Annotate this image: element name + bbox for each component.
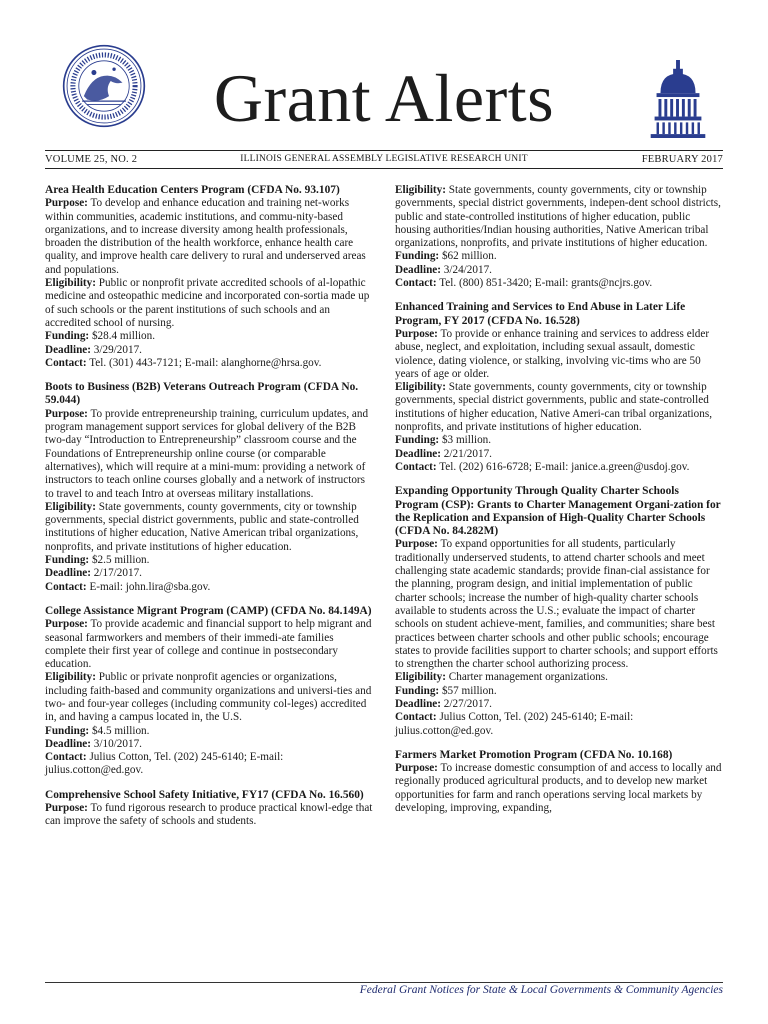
left-column — [45, 184, 375, 840]
funding-label: Funding: — [45, 330, 90, 343]
eligibility-label: Eligibility: — [45, 277, 96, 290]
grant-deadline — [45, 567, 375, 580]
funding-value: $4.5 million. — [91, 724, 150, 737]
purpose-value: To develop and enhance education and training net-works within communities, academic institutions, and commu-nity-based organizations, and to increase diversity among health professionals, broaden the distribution of the health workforce, enhance health care quality, and improve health care delivery to rural and underserved areas and populations. — [45, 197, 366, 276]
funding-value: $57 million. — [441, 684, 497, 697]
footer-rule — [45, 982, 723, 983]
grant-contact — [395, 461, 725, 474]
purpose-label: Purpose: — [395, 327, 438, 340]
deadline-label: Deadline: — [45, 343, 91, 356]
purpose-label: Purpose: — [45, 407, 88, 420]
grant-title: Enhanced Training and Services to End Abuse in Later Life Program, FY 2017 (CFDA No. 16.528) — [395, 301, 686, 327]
grant-eligibility — [395, 381, 725, 434]
eligibility-label: Eligibility: — [45, 671, 96, 684]
grant-deadline — [45, 344, 375, 357]
purpose-value: To provide entrepreneurship training, curriculum updates, and program management support services for global delivery of the B2B two-day “Introduction to Entrepreneurship” classroom course and the Foundations of Entrepreneurship online course (or comparable alternatives), which will require at a mini-mum: providing a network of instructors to teach online courses globally and a network of instructors to travel to and teach Intro at overseas military installations. — [45, 407, 369, 500]
purpose-value: To increase domestic consumption of and access to locally and regionally produced agricultural products, and to develop new market opportunities for farm and ranch operations serving local markets by developing, improving, expanding, — [395, 762, 722, 815]
contact-value: E-mail: john.lira@sba.gov. — [89, 580, 211, 593]
contact-value: Tel. (202) 616-6728; E-mail: janice.a.green@usdoj.gov. — [439, 460, 690, 473]
contact-value: Tel. (301) 443-7121; E-mail: alanghorne@hrsa.gov. — [89, 356, 322, 369]
grant-deadline — [45, 738, 375, 751]
grant-funding — [45, 725, 375, 738]
grant-funding — [45, 330, 375, 343]
grant-contact — [45, 751, 375, 778]
eligibility-value: State governments, county governments, city or township governments, special district governments, public and state-controlled institutions of higher education, Native American tribal organizations, nonprofits, and private institutions of higher education. — [45, 500, 359, 553]
contact-label: Contact: — [45, 580, 87, 593]
grant-eligibility — [395, 184, 725, 250]
issue-info-bar — [45, 152, 723, 167]
contact-label: Contact: — [45, 356, 87, 369]
grant-entry — [45, 605, 375, 778]
deadline-value: 3/10/2017. — [93, 737, 142, 750]
grant-deadline — [395, 264, 725, 277]
eligibility-value: Public or nonprofit private accredited schools of al-lopathic medicine and osteopathic medicine and incorporated con-sortia made up of such schools or the parent institutions of such schools and an accredited school of nursing. — [45, 277, 370, 329]
deadline-label: Deadline: — [395, 447, 441, 460]
funding-value: $28.4 million. — [91, 330, 156, 343]
deadline-value: 2/21/2017. — [443, 447, 492, 460]
publication-title: Grant Alerts — [213, 60, 555, 136]
publisher-name: ILLINOIS GENERAL ASSEMBLY LEGISLATIVE RESEARCH UNIT — [240, 154, 528, 164]
funding-value: $62 million. — [441, 250, 497, 263]
funding-label: Funding: — [395, 434, 440, 447]
eligibility-value: State governments, county governments, city or township governments, special district governments, public and state-controlled institutions of higher education, Native Ameri-can tribal organizations, nonprofits, and private institutions of higher education. — [395, 381, 713, 434]
purpose-label: Purpose: — [395, 762, 438, 775]
grant-title: Farmers Market Promotion Program (CFDA No. 10.168) — [395, 748, 673, 761]
issue-date: FEBRUARY 2017 — [641, 154, 723, 165]
grant-purpose — [395, 538, 725, 671]
deadline-label: Deadline: — [45, 567, 91, 580]
grant-eligibility — [395, 671, 725, 684]
grant-purpose — [45, 197, 375, 277]
grant-purpose — [45, 618, 375, 671]
grant-entry — [395, 749, 725, 815]
deadline-value: 2/27/2017. — [443, 697, 492, 710]
eligibility-value: Public or private nonprofit agencies or organizations, including faith-based and community organizations and universi-ties and two- and four-year colleges (including community col-leges) accredited in, and having a campus located in, the U.S. — [45, 671, 372, 724]
purpose-value: To provide or enhance training and services to address elder abuse, neglect, and exploitation, including sexual assault, domestic violence, dating violence, or stalking, involving vic-tims who are 50 years of age or older. — [395, 327, 710, 380]
purpose-value: To fund rigorous research to produce practical knowl-edge that can improve the safety of schools and students. — [45, 802, 373, 828]
grant-deadline — [395, 698, 725, 711]
grant-entry — [395, 184, 725, 290]
footer-tagline: Federal Grant Notices for State & Local Governments & Community Agencies — [359, 984, 723, 996]
funding-value: $3 million. — [441, 434, 492, 447]
grant-eligibility — [45, 671, 375, 724]
funding-label: Funding: — [395, 250, 440, 263]
grant-contact — [395, 711, 725, 738]
funding-label: Funding: — [395, 684, 440, 697]
grant-entry — [45, 789, 375, 829]
purpose-label: Purpose: — [45, 197, 88, 210]
grant-eligibility — [45, 277, 375, 330]
right-column — [395, 184, 725, 826]
capitol-dome-icon — [646, 60, 710, 138]
grant-funding — [395, 434, 725, 447]
purpose-value: To expand opportunities for all students, particularly traditionally underserved students, to attend charter schools and meet challenging state academic standards; provide finan-cial assistance for the planning, program design, and initial implementation of public charter schools; increase the number of high-quality charter schools available to students across the U.S.; evaluate the impact of charter schools on student achieve-ment, families, and communities; share best practices between charter schools and other public schools; encourage states to provide facilities support to charter schools; and support efforts to strengthen the charter school authorizing process. — [395, 538, 718, 671]
funding-value: $2.5 million. — [91, 554, 150, 567]
grant-contact — [395, 277, 725, 290]
grant-funding — [395, 685, 725, 698]
grant-purpose — [395, 328, 725, 381]
purpose-value: To provide academic and financial support to help migrant and seasonal farmworkers and members of their immedi-ate families complete their first year of college and continue in postsecondary education. — [45, 618, 372, 671]
deadline-label: Deadline: — [395, 263, 441, 276]
masthead — [0, 0, 768, 150]
funding-label: Funding: — [45, 554, 90, 567]
deadline-value: 3/24/2017. — [443, 263, 492, 276]
grant-funding — [395, 250, 725, 263]
deadline-value: 3/29/2017. — [93, 343, 142, 356]
contact-label: Contact: — [45, 751, 87, 764]
deadline-label: Deadline: — [45, 737, 91, 750]
volume-number: VOLUME 25, NO. 2 — [45, 154, 138, 165]
contact-label: Contact: — [395, 277, 437, 290]
eligibility-label: Eligibility: — [395, 381, 446, 394]
funding-label: Funding: — [45, 724, 90, 737]
contact-value: Tel. (800) 851-3420; E-mail: grants@ncjrs.gov. — [439, 277, 653, 290]
grant-entry — [45, 381, 375, 594]
grant-entry — [45, 184, 375, 370]
grant-purpose — [45, 802, 375, 829]
grant-entry — [395, 301, 725, 474]
grant-title: Comprehensive School Safety Initiative, FY17 (CFDA No. 16.560) — [45, 788, 364, 801]
purpose-label: Purpose: — [395, 538, 438, 551]
purpose-label: Purpose: — [45, 802, 88, 815]
grant-title: Expanding Opportunity Through Quality Charter Schools Program (CSP): Grants to Charter Management Organi-zation for the Replication and Expansion of High-Quality Charter Schools (CFDA No. 84.282M) — [395, 485, 721, 538]
eligibility-label: Eligibility: — [45, 500, 96, 513]
grant-title: Area Health Education Centers Program (CFDA No. 93.107) — [45, 184, 340, 196]
deadline-label: Deadline: — [395, 697, 441, 710]
grant-deadline — [395, 448, 725, 461]
grant-purpose — [45, 408, 375, 501]
header-rule-bottom — [45, 168, 723, 169]
eligibility-value: Charter management organizations. — [448, 671, 608, 684]
grant-title: College Assistance Migrant Program (CAMP) (CFDA No. 84.149A) — [45, 604, 372, 617]
grant-entry — [395, 485, 725, 738]
contact-label: Contact: — [395, 711, 437, 724]
eligibility-value: State governments, county governments, city or township governments, special district governments, indepen-dent school districts, public and state-controlled institutions of higher education, public housing authorities/Indian housing authorities, Native American tribal organizations, nonprofits, and private institutions of higher education. — [395, 184, 721, 250]
deadline-value: 2/17/2017. — [93, 567, 142, 580]
eligibility-label: Eligibility: — [395, 184, 446, 196]
grant-title: Boots to Business (B2B) Veterans Outreach Program (CFDA No. 59.044) — [45, 381, 359, 407]
header-rule-top — [45, 150, 723, 151]
grant-eligibility — [45, 501, 375, 554]
eligibility-label: Eligibility: — [395, 671, 446, 684]
purpose-label: Purpose: — [45, 618, 88, 631]
contact-value: Julius Cotton, Tel. (202) 245-6140; E-mail: julius.cotton@ed.gov. — [395, 711, 634, 737]
grant-contact — [45, 357, 375, 370]
grant-purpose — [395, 762, 725, 815]
grant-contact — [45, 581, 375, 594]
contact-value: Julius Cotton, Tel. (202) 245-6140; E-mail: julius.cotton@ed.gov. — [45, 751, 284, 777]
contact-label: Contact: — [395, 460, 437, 473]
grant-funding — [45, 554, 375, 567]
